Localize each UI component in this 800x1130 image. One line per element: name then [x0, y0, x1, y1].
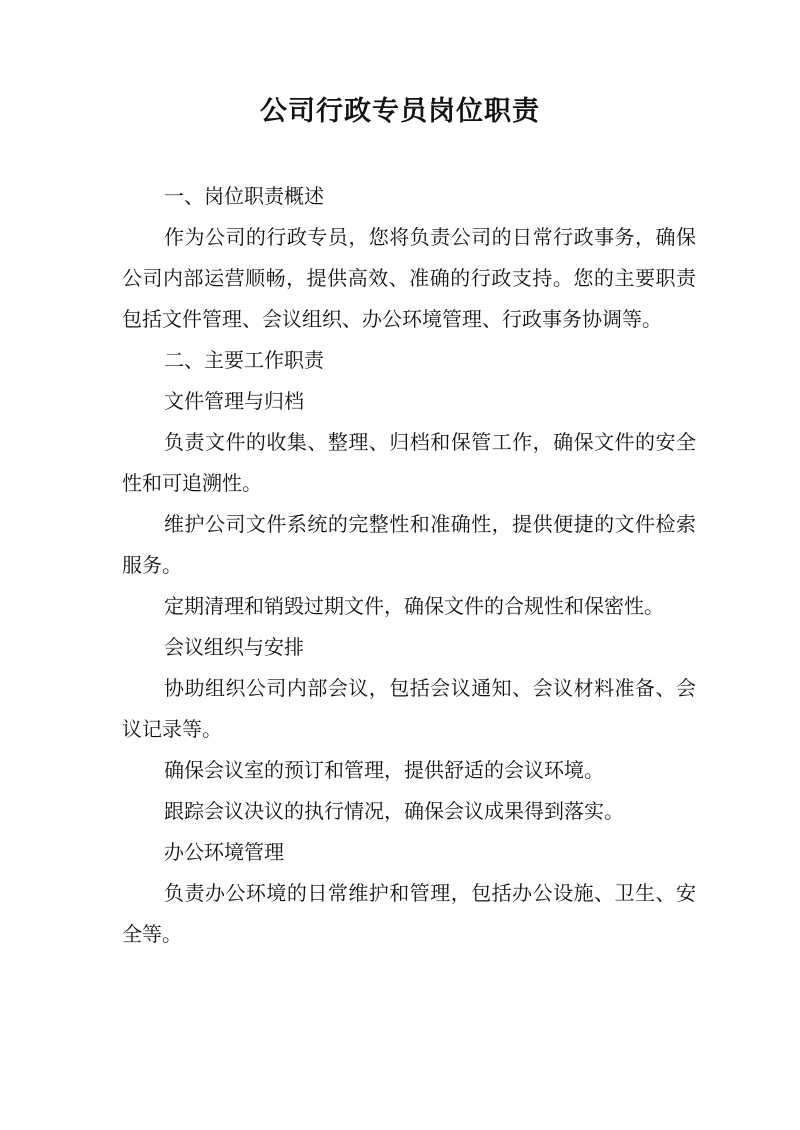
subheading-file-management: 文件管理与归档 [164, 389, 304, 413]
file-duty-cleanup: 定期清理和销毁过期文件，确保文件的合规性和保密性。 [164, 594, 664, 618]
section-heading-main-duties: 二、主要工作职责 [164, 348, 324, 372]
overview-paragraph: 作为公司的行政专员，您将负责公司的日常行政事务，确保公司内部运营顺畅，提供高效、准确的行政支持。您的主要职责包括文件管理、会议组织、办公环境管理、行政事务协调等。 [122, 225, 696, 331]
meeting-duty-organize: 协助组织公司内部会议，包括会议通知、会议材料准备、会议记录等。 [122, 676, 696, 741]
document-body [122, 176, 696, 955]
meeting-duty-room-booking: 确保会议室的预订和管理，提供舒适的会议环境。 [164, 758, 604, 782]
meeting-duty-follow-up: 跟踪会议决议的执行情况，确保会议成果得到落实。 [164, 799, 624, 823]
document-title: 公司行政专员岗位职责 [260, 96, 540, 127]
file-duty-collection: 负责文件的收集、整理、归档和保管工作，确保文件的安全性和可追溯性。 [122, 430, 696, 495]
subheading-office-environment: 办公环境管理 [164, 840, 284, 864]
section-heading-overview: 一、岗位职责概述 [164, 184, 324, 208]
file-duty-system-maintenance: 维护公司文件系统的完整性和准确性，提供便捷的文件检索服务。 [122, 512, 696, 577]
office-duty-maintenance: 负责办公环境的日常维护和管理，包括办公设施、卫生、安全等。 [122, 881, 696, 946]
subheading-meeting-organization: 会议组织与安排 [164, 635, 304, 659]
